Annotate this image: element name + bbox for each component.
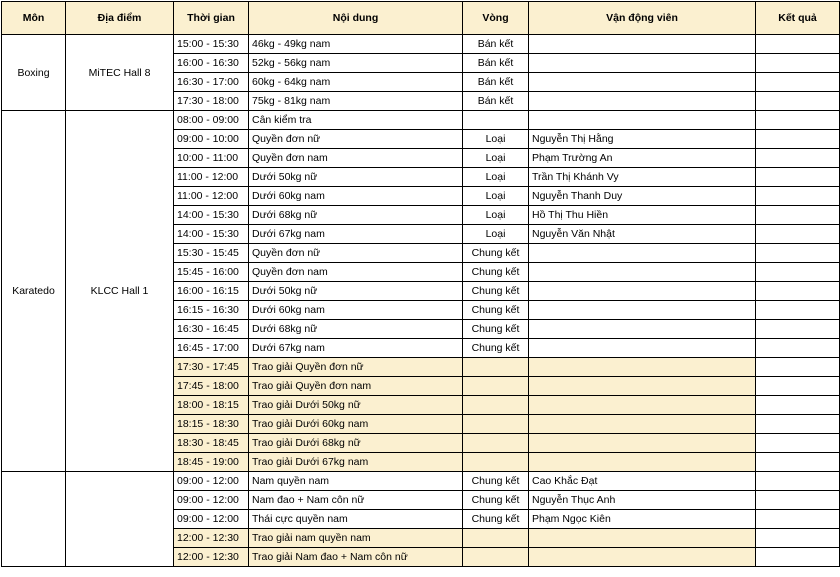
header-sport: Môn: [2, 2, 66, 35]
result-cell: [756, 206, 840, 225]
round-cell: Loại: [463, 206, 529, 225]
round-cell: [463, 111, 529, 130]
round-cell: [463, 548, 529, 567]
athlete-cell: Nguyễn Thanh Duy: [529, 187, 756, 206]
time-cell: 16:00 - 16:15: [174, 282, 249, 301]
result-cell: [756, 472, 840, 491]
content-cell: Quyền đơn nữ: [249, 130, 463, 149]
result-cell: [756, 149, 840, 168]
time-cell: 18:15 - 18:30: [174, 415, 249, 434]
time-cell: 12:00 - 12:30: [174, 548, 249, 567]
content-cell: Dưới 50kg nữ: [249, 282, 463, 301]
result-cell: [756, 339, 840, 358]
result-cell: [756, 54, 840, 73]
round-cell: [463, 434, 529, 453]
content-cell: Dưới 67kg nam: [249, 339, 463, 358]
round-cell: Chung kết: [463, 301, 529, 320]
time-cell: 14:00 - 15:30: [174, 225, 249, 244]
content-cell: Trao giải Quyền đơn nữ: [249, 358, 463, 377]
sport-cell: Boxing: [2, 35, 66, 111]
result-cell: [756, 529, 840, 548]
time-cell: 17:30 - 17:45: [174, 358, 249, 377]
sport-cell: Karatedo: [2, 111, 66, 472]
result-cell: [756, 415, 840, 434]
round-cell: Loại: [463, 149, 529, 168]
athlete-cell: Nguyễn Thục Anh: [529, 491, 756, 510]
athlete-cell: [529, 434, 756, 453]
content-cell: Cân kiểm tra: [249, 111, 463, 130]
time-cell: 15:00 - 15:30: [174, 35, 249, 54]
content-cell: Trao giải nam quyền nam: [249, 529, 463, 548]
time-cell: 14:00 - 15:30: [174, 206, 249, 225]
round-cell: Bán kết: [463, 73, 529, 92]
time-cell: 18:00 - 18:15: [174, 396, 249, 415]
athlete-cell: [529, 282, 756, 301]
result-cell: [756, 225, 840, 244]
result-cell: [756, 453, 840, 472]
time-cell: 18:30 - 18:45: [174, 434, 249, 453]
table-body: [2, 35, 840, 567]
time-cell: 09:00 - 12:00: [174, 472, 249, 491]
time-cell: 10:00 - 11:00: [174, 149, 249, 168]
result-cell: [756, 244, 840, 263]
round-cell: Bán kết: [463, 54, 529, 73]
result-cell: [756, 111, 840, 130]
athlete-cell: [529, 339, 756, 358]
venue-cell: KLCC Hall 1: [66, 111, 174, 472]
content-cell: 46kg - 49kg nam: [249, 35, 463, 54]
content-cell: Dưới 68kg nữ: [249, 320, 463, 339]
round-cell: [463, 358, 529, 377]
round-cell: Bán kết: [463, 35, 529, 54]
athlete-cell: [529, 529, 756, 548]
round-cell: Chung kết: [463, 282, 529, 301]
time-cell: 16:15 - 16:30: [174, 301, 249, 320]
result-cell: [756, 187, 840, 206]
header-result: Kết quả: [756, 2, 840, 35]
content-cell: 75kg - 81kg nam: [249, 92, 463, 111]
time-cell: 17:45 - 18:00: [174, 377, 249, 396]
time-cell: 09:00 - 10:00: [174, 130, 249, 149]
result-cell: [756, 491, 840, 510]
athlete-cell: Phạm Ngọc Kiên: [529, 510, 756, 529]
schedule-table: [1, 1, 840, 567]
content-cell: Thái cực quyền nam: [249, 510, 463, 529]
time-cell: 15:30 - 15:45: [174, 244, 249, 263]
athlete-cell: Nguyễn Thị Hằng: [529, 130, 756, 149]
table-row: [2, 35, 840, 54]
result-cell: [756, 301, 840, 320]
venue-cell: MiTEC Hall 8: [66, 35, 174, 111]
athlete-cell: [529, 73, 756, 92]
round-cell: Loại: [463, 130, 529, 149]
time-cell: 16:30 - 16:45: [174, 320, 249, 339]
result-cell: [756, 548, 840, 567]
result-cell: [756, 358, 840, 377]
content-cell: 52kg - 56kg nam: [249, 54, 463, 73]
round-cell: Chung kết: [463, 491, 529, 510]
content-cell: Dưới 60kg nam: [249, 187, 463, 206]
round-cell: Chung kết: [463, 510, 529, 529]
round-cell: [463, 415, 529, 434]
athlete-cell: [529, 358, 756, 377]
time-cell: 11:00 - 12:00: [174, 187, 249, 206]
athlete-cell: [529, 54, 756, 73]
header-athlete: Vận động viên: [529, 2, 756, 35]
content-cell: Trao giải Dưới 50kg nữ: [249, 396, 463, 415]
athlete-cell: [529, 301, 756, 320]
content-cell: Trao giải Nam đao + Nam côn nữ: [249, 548, 463, 567]
result-cell: [756, 510, 840, 529]
content-cell: 60kg - 64kg nam: [249, 73, 463, 92]
athlete-cell: [529, 320, 756, 339]
time-cell: 09:00 - 12:00: [174, 510, 249, 529]
result-cell: [756, 130, 840, 149]
venue-cell: [66, 472, 174, 567]
result-cell: [756, 282, 840, 301]
content-cell: Nam quyền nam: [249, 472, 463, 491]
round-cell: Chung kết: [463, 472, 529, 491]
result-cell: [756, 168, 840, 187]
athlete-cell: [529, 111, 756, 130]
athlete-cell: [529, 377, 756, 396]
table-row: [2, 111, 840, 130]
time-cell: 17:30 - 18:00: [174, 92, 249, 111]
content-cell: Trao giải Dưới 68kg nữ: [249, 434, 463, 453]
result-cell: [756, 396, 840, 415]
athlete-cell: Phạm Trường An: [529, 149, 756, 168]
time-cell: 11:00 - 12:00: [174, 168, 249, 187]
athlete-cell: [529, 415, 756, 434]
content-cell: Dưới 67kg nam: [249, 225, 463, 244]
athlete-cell: Cao Khắc Đạt: [529, 472, 756, 491]
round-cell: Chung kết: [463, 263, 529, 282]
time-cell: 16:45 - 17:00: [174, 339, 249, 358]
time-cell: 15:45 - 16:00: [174, 263, 249, 282]
content-cell: Trao giải Quyền đơn nam: [249, 377, 463, 396]
content-cell: Dưới 50kg nữ: [249, 168, 463, 187]
round-cell: Loại: [463, 225, 529, 244]
table-header: [2, 2, 840, 35]
athlete-cell: [529, 35, 756, 54]
time-cell: 08:00 - 09:00: [174, 111, 249, 130]
round-cell: [463, 529, 529, 548]
time-cell: 16:30 - 17:00: [174, 73, 249, 92]
round-cell: Chung kết: [463, 320, 529, 339]
sport-cell: [2, 472, 66, 567]
time-cell: 12:00 - 12:30: [174, 529, 249, 548]
content-cell: Quyền đơn nam: [249, 263, 463, 282]
round-cell: Chung kết: [463, 244, 529, 263]
athlete-cell: Nguyễn Văn Nhật: [529, 225, 756, 244]
round-cell: Bán kết: [463, 92, 529, 111]
time-cell: 18:45 - 19:00: [174, 453, 249, 472]
result-cell: [756, 73, 840, 92]
round-cell: [463, 377, 529, 396]
result-cell: [756, 434, 840, 453]
round-cell: Loại: [463, 168, 529, 187]
athlete-cell: Hồ Thị Thu Hiền: [529, 206, 756, 225]
content-cell: Quyền đơn nam: [249, 149, 463, 168]
result-cell: [756, 320, 840, 339]
content-cell: Dưới 68kg nữ: [249, 206, 463, 225]
header-content: Nội dung: [249, 2, 463, 35]
round-cell: Chung kết: [463, 339, 529, 358]
result-cell: [756, 377, 840, 396]
round-cell: [463, 453, 529, 472]
athlete-cell: [529, 244, 756, 263]
result-cell: [756, 92, 840, 111]
table-row: [2, 472, 840, 491]
round-cell: Loại: [463, 187, 529, 206]
athlete-cell: [529, 453, 756, 472]
content-cell: Quyền đơn nữ: [249, 244, 463, 263]
content-cell: Dưới 60kg nam: [249, 301, 463, 320]
athlete-cell: Trần Thị Khánh Vy: [529, 168, 756, 187]
athlete-cell: [529, 263, 756, 282]
time-cell: 09:00 - 12:00: [174, 491, 249, 510]
result-cell: [756, 35, 840, 54]
content-cell: Trao giải Dưới 60kg nam: [249, 415, 463, 434]
content-cell: Nam đao + Nam côn nữ: [249, 491, 463, 510]
header-time: Thời gian: [174, 2, 249, 35]
athlete-cell: [529, 396, 756, 415]
athlete-cell: [529, 92, 756, 111]
header-round: Vòng: [463, 2, 529, 35]
content-cell: Trao giải Dưới 67kg nam: [249, 453, 463, 472]
header-row: [2, 2, 840, 35]
result-cell: [756, 263, 840, 282]
header-venue: Địa điểm: [66, 2, 174, 35]
round-cell: [463, 396, 529, 415]
athlete-cell: [529, 548, 756, 567]
time-cell: 16:00 - 16:30: [174, 54, 249, 73]
